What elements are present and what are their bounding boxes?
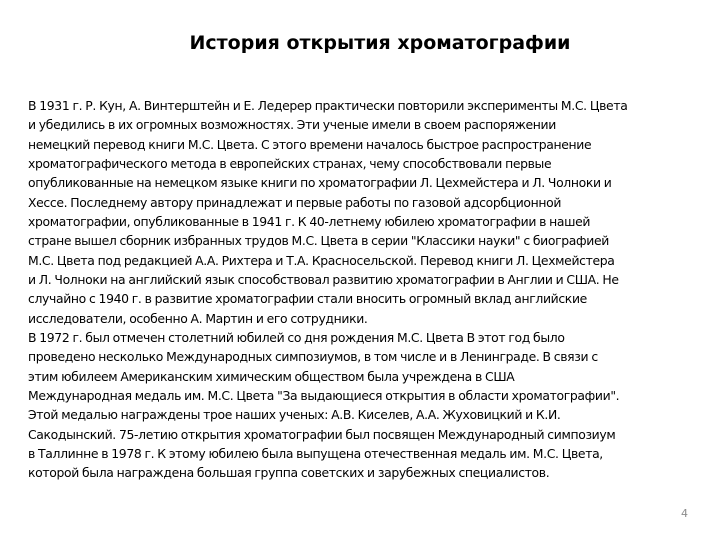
- body-line: случайно с 1940 г. в развитие хроматографии стали вносить огромный вклад английские: [28, 291, 587, 307]
- body-line: и Л. Чолноки на английский язык способствовал развитию хроматографии в Англии и США. Не: [28, 271, 619, 287]
- body-line: Этой медалью награждены трое наших ученых: А.В. Киселев, А.А. Жуховицкий и К.И.: [28, 407, 561, 423]
- body-line: стране вышел сборник избранных трудов М.С. Цвета в серии "Классики науки" с биографией: [28, 233, 609, 249]
- body-line: Хессе. Последнему автору принадлежат и первые работы по газовой адсорбционной: [28, 194, 562, 210]
- slide-title: История открытия хроматографии: [189, 32, 571, 54]
- body-line: опубликованные на немецком языке книги по хроматографии Л. Цехмейстера и Л. Чолноки и: [28, 175, 612, 191]
- body-line: этим юбилеем Американским химическим обществом была учреждена в США: [28, 368, 515, 384]
- body-line: хроматографии, опубликованные в 1941 г. К 40-летнему юбилею хроматографии в нашей: [28, 213, 591, 229]
- body-line: исследователи, особенно А. Мартин и его сотрудники.: [28, 310, 368, 326]
- body-line: В 1972 г. был отмечен столетний юбилей со дня рождения М.С. Цвета В этот год было: [28, 329, 565, 345]
- body-line: хроматографического метода в европейских странах, чему способствовали первые: [28, 155, 552, 171]
- slide-body-text: [28, 96, 692, 483]
- body-line: немецкий перевод книги М.С. Цвета. С этого времени началось быстрое распространение: [28, 136, 592, 152]
- body-line: которой была награждена большая группа советских и зарубежных специалистов.: [28, 465, 550, 481]
- body-line: и убедились в их огромных возможностях. Эти ученые имели в своем распоряжении: [28, 117, 556, 133]
- body-line: Международная медаль им. М.С. Цвета "За выдающиеся открытия в области хроматографии".: [28, 387, 620, 403]
- body-line: М.С. Цвета под редакцией А.А. Рихтера и Т.А. Красносельской. Перевод книги Л. Цехмейстера: [28, 252, 615, 268]
- body-line: В 1931 г. Р. Кун, А. Винтерштейн и Е. Ледерер практически повторили эксперименты М.С. Цвета: [28, 98, 628, 113]
- body-line: Сакодынский. 75-летию открытия хроматографии был посвящен Международный симпозиум: [28, 426, 616, 442]
- body-line: проведено несколько Международных симпозиумов, в том числе и в Ленинграде. В связи с: [28, 349, 598, 365]
- page-number: 4: [681, 507, 688, 520]
- body-line: в Таллинне в 1978 г. К этому юбилею была выпущена отечественная медаль им. М.С. Цвета,: [28, 445, 603, 461]
